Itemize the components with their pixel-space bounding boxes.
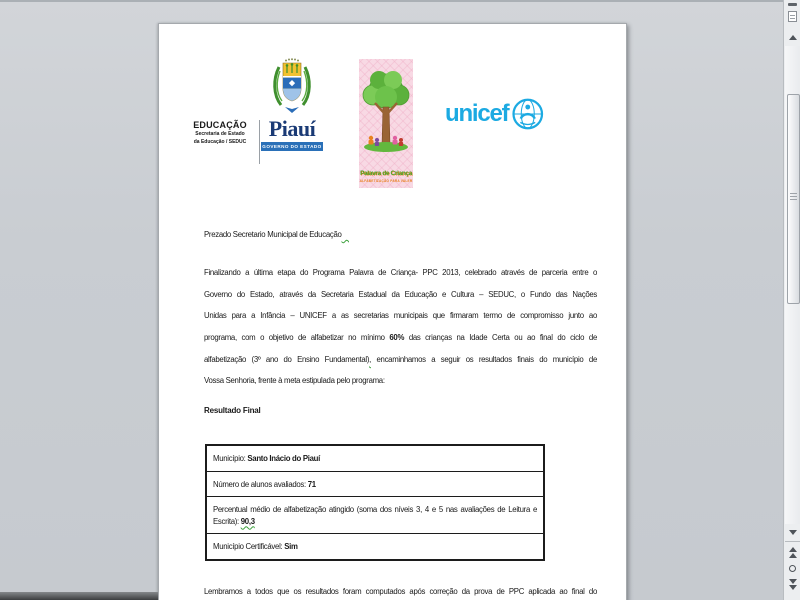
scroll-up-icon bbox=[789, 35, 797, 40]
document-page[interactable] bbox=[158, 23, 627, 600]
paragraph-line: programa, com o objetivo de alfabetizar no mínimo 60% das crianças na Idade Certa ou ao final do ciclo de bbox=[204, 333, 597, 343]
table-row-label: Município: bbox=[213, 454, 248, 463]
piaui-logo-subtitle: GOVERNO DO ESTADO bbox=[262, 144, 322, 149]
footer-paragraph-line: Lembramos a todos que os resultados foram computados após correção da prova de PPC aplicada ao final do bbox=[204, 587, 597, 596]
scrollbar-split-handle[interactable] bbox=[785, 2, 800, 7]
next-page-icon bbox=[789, 579, 797, 590]
educacao-logo-line2: da Educação / SEDUC bbox=[193, 138, 247, 145]
ruler-toggle-button[interactable] bbox=[785, 9, 800, 24]
table-row bbox=[207, 496, 543, 533]
table-row-value: Sim bbox=[284, 542, 298, 551]
scroll-down-icon bbox=[789, 530, 797, 535]
paragraph-line: alfabetização (3º ano do Ensino Fundamental), encaminhamos a seguir os resultados finais do município de bbox=[204, 354, 597, 364]
thumb-grip-icon bbox=[790, 193, 797, 202]
scrollbar-track[interactable] bbox=[785, 46, 800, 524]
salutation-text: Prezado Secretario Municipal de Educação bbox=[204, 230, 342, 239]
table-row-value: 71 bbox=[307, 479, 316, 489]
ruler-toggle-icon bbox=[788, 11, 797, 22]
palavra-de-crianca-logo bbox=[359, 59, 413, 188]
educacao-seduc-logo bbox=[185, 121, 255, 145]
table-row bbox=[207, 446, 543, 471]
results-table bbox=[205, 444, 545, 561]
select-browse-object-icon bbox=[789, 565, 796, 572]
next-page-button[interactable] bbox=[785, 577, 800, 592]
paragraph-line: Governo do Estado, através da Secretaria Estadual da Educação e Cultura – SEDUC, o Fundo das Nações bbox=[204, 289, 597, 299]
select-browse-object-button[interactable] bbox=[785, 561, 800, 576]
piaui-coat-of-arms-icon bbox=[270, 57, 314, 117]
scroll-down-button[interactable] bbox=[785, 526, 800, 539]
main-paragraph bbox=[204, 262, 597, 392]
educacao-logo-title: EDUCAÇÃO bbox=[193, 120, 247, 130]
vertical-scrollbar[interactable] bbox=[783, 0, 800, 600]
table-row-value: 90,3 bbox=[240, 516, 255, 526]
table-row-label: Número de alunos avaliados: bbox=[213, 479, 308, 489]
table-row bbox=[207, 471, 543, 497]
table-row bbox=[207, 533, 543, 559]
bottom-edge-strip bbox=[0, 592, 158, 600]
table-row-label: Município Certificável: bbox=[213, 542, 285, 551]
tree-icon bbox=[359, 61, 413, 161]
piaui-governo-logo bbox=[261, 57, 323, 151]
piaui-logo-wordmark: Piauí bbox=[268, 116, 316, 141]
unicef-logo bbox=[445, 94, 545, 134]
grammar-squiggle bbox=[342, 230, 349, 239]
previous-page-button[interactable] bbox=[785, 545, 800, 560]
previous-page-icon bbox=[789, 547, 797, 558]
paragraph-line: Unidas para a Infância – UNICEF a as secretarias municipais que firmaram termo de compromisso junto ao bbox=[204, 311, 597, 321]
section-heading: Resultado Final bbox=[204, 406, 261, 415]
salutation-line bbox=[204, 229, 599, 241]
scroll-up-button[interactable] bbox=[785, 31, 800, 44]
unicef-wordmark: unicef bbox=[445, 100, 509, 127]
palavra-logo-title: Palavra de Criança bbox=[360, 170, 412, 177]
paragraph-line: Finalizando a última etapa do Programa Palavra de Criança- PPC 2013, celebrado através de parceria entre o bbox=[204, 268, 597, 277]
paragraph-line: Vossa Senhoria, frente à meta estipulada pelo programa: bbox=[204, 376, 385, 386]
table-row-label: Percentual médio de alfabetização atingido (soma dos níveis 3, 4 e 5 nas avaliações de Leitura e Escrita): bbox=[213, 505, 537, 526]
logo-divider bbox=[259, 120, 260, 164]
scrollbar-thumb[interactable] bbox=[787, 94, 800, 304]
unicef-emblem-icon bbox=[511, 97, 545, 131]
educacao-logo-line1: Secretaria de Estado bbox=[195, 131, 245, 138]
scrollbar-separator bbox=[785, 541, 800, 542]
table-row-value: Santo Inácio do Piauí bbox=[247, 454, 320, 463]
palavra-logo-tagline: ALFABETIZAÇÃO PARA VALER bbox=[359, 179, 413, 183]
